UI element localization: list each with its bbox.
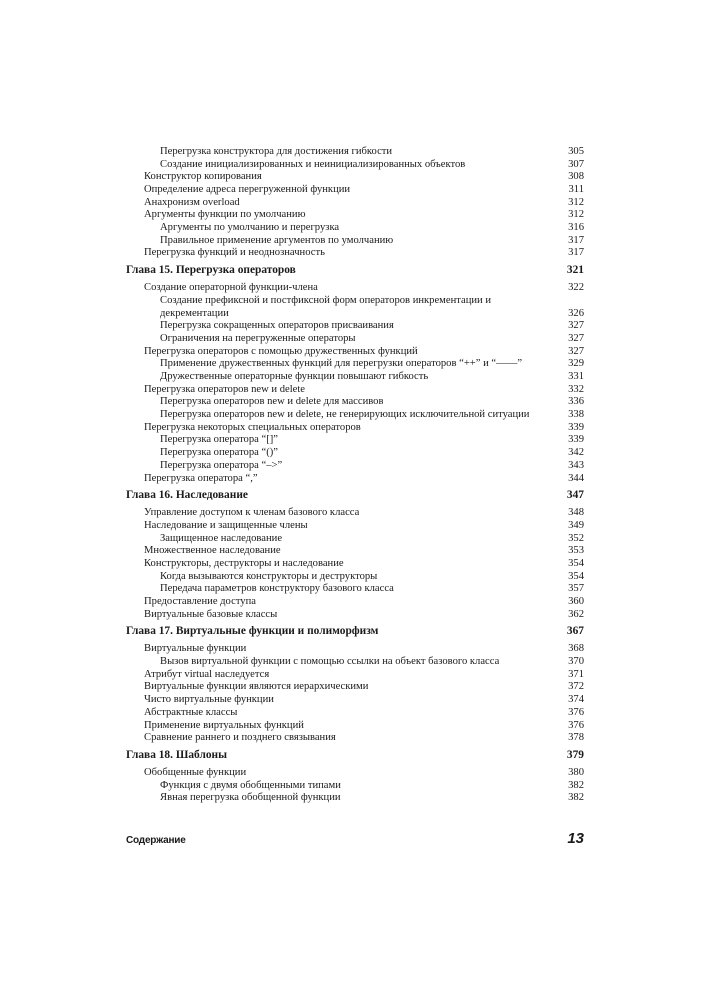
toc-entry — [126, 146, 584, 159]
toc-entry — [126, 732, 584, 745]
toc-entry — [126, 520, 584, 533]
toc-entry-page: 357 — [568, 583, 584, 595]
toc-entry-title: Перегрузка операторов new и delete для массивов — [160, 396, 384, 408]
toc-entry-page: 347 — [566, 489, 584, 502]
toc-entry-page: 339 — [568, 434, 584, 446]
toc-entry-page: 336 — [568, 396, 584, 408]
toc-entry-title: Перегрузка оператора “–>” — [160, 459, 283, 471]
toc-entry-page: 322 — [568, 282, 584, 294]
toc-entry-page: 344 — [568, 472, 584, 484]
toc-entry-page: 379 — [566, 748, 584, 761]
toc-entry-page: 380 — [568, 766, 584, 778]
toc-entry-title: Чисто виртуальные функции — [144, 694, 274, 706]
toc-entry — [126, 792, 584, 805]
toc-entry-title: Перегрузка сокращенных операторов присваивания — [160, 320, 394, 332]
toc-entry-page: 312 — [568, 209, 584, 221]
toc-entry-page: 307 — [568, 158, 584, 170]
toc-entry-page: 382 — [568, 792, 584, 804]
toc-entry-page: 343 — [568, 459, 584, 471]
toc-entry-page: 338 — [568, 409, 584, 421]
toc-entry-page: 339 — [568, 421, 584, 433]
toc-entry — [126, 197, 584, 210]
toc-entry-page: 374 — [568, 694, 584, 706]
toc-entry — [126, 434, 584, 447]
toc-chapter-heading — [126, 487, 584, 503]
toc-entry — [126, 320, 584, 333]
toc-entry-page: 372 — [568, 681, 584, 693]
toc-entry-page: 311 — [568, 184, 584, 196]
toc-entry-page: 312 — [568, 196, 584, 208]
toc-entry-title: Предоставление доступа — [144, 596, 256, 608]
toc-entry-title: Дружественные операторные функции повышают гибкость — [160, 371, 429, 383]
toc-entry-page: 362 — [568, 608, 584, 620]
toc-entry — [126, 545, 584, 558]
toc-entry — [126, 460, 584, 473]
toc-entry-title: Виртуальные базовые классы — [144, 608, 278, 620]
toc-entry-title: Абстрактные классы — [144, 706, 238, 718]
toc-entry — [126, 159, 584, 172]
toc-entry — [126, 643, 584, 656]
toc-entry-title: Правильное применение аргументов по умолчанию — [160, 234, 394, 246]
toc-entry-page: 332 — [568, 383, 584, 395]
toc-entry — [126, 171, 584, 184]
toc-chapter-heading — [126, 747, 584, 763]
toc-entry — [126, 720, 584, 733]
toc-entry-title: Применение дружественных функций для перегрузки операторов “++” и “——” — [160, 358, 523, 370]
toc-entry-title: Перегрузка некоторых специальных операторов — [144, 421, 361, 433]
toc-entry-page: 367 — [566, 625, 584, 638]
toc-entry-title: Перегрузка оператора “()” — [160, 447, 278, 459]
toc-entry-title: Множественное наследование — [144, 545, 281, 557]
toc-entry-page: 327 — [568, 320, 584, 332]
toc-entry — [126, 694, 584, 707]
toc-entry-page: 354 — [568, 570, 584, 582]
toc-entry-title: Определение адреса перегруженной функции — [144, 184, 351, 196]
toc-entry — [126, 656, 584, 669]
toc-entry-title: Виртуальные функции — [144, 643, 247, 655]
toc-entry-title: Перегрузка операторов с помощью дружественных функций — [144, 345, 418, 357]
toc-entry — [126, 409, 584, 422]
toc-entry — [126, 235, 584, 248]
table-of-contents — [126, 146, 584, 805]
toc-entry — [126, 422, 584, 435]
toc-entry — [126, 248, 584, 261]
toc-entry — [126, 767, 584, 780]
toc-entry-page: 317 — [568, 247, 584, 259]
toc-entry-title: Наследование и защищенные члены — [144, 519, 308, 531]
toc-entry-page: 360 — [568, 596, 584, 608]
toc-entry — [126, 282, 584, 295]
toc-entry-page: 376 — [568, 706, 584, 718]
toc-entry-title: Конструкторы, деструкторы и наследование — [144, 557, 344, 569]
toc-entry — [126, 609, 584, 622]
toc-entry-page: 331 — [568, 371, 584, 383]
toc-entry-title: Обобщенные функции — [144, 766, 247, 778]
toc-entry-title: Виртуальные функции являются иерархическими — [144, 681, 369, 693]
toc-entry — [126, 346, 584, 359]
toc-entry-page: 327 — [568, 345, 584, 357]
toc-entry — [126, 558, 584, 571]
toc-entry-page: 382 — [568, 779, 584, 791]
toc-entry-page: 327 — [568, 332, 584, 344]
toc-entry-page: 321 — [566, 264, 584, 277]
toc-entry-title: Аргументы по умолчанию и перегрузка — [160, 222, 340, 234]
toc-entry-title: Когда вызываются конструкторы и деструкторы — [160, 570, 378, 582]
toc-entry-title: Применение виртуальных функций — [144, 719, 304, 731]
toc-entry-title: Функция с двумя обобщенными типами — [160, 779, 341, 791]
toc-entry — [126, 780, 584, 793]
toc-entry-title: Глава 15. Перегрузка операторов — [126, 264, 296, 277]
toc-entry — [126, 396, 584, 409]
toc-entry-title: Перегрузка операторов new и delete, не генерирующих исключительной ситуации — [160, 409, 530, 421]
toc-entry — [126, 447, 584, 460]
toc-entry — [126, 583, 584, 596]
toc-entry — [126, 533, 584, 546]
toc-entry-page: 342 — [568, 447, 584, 459]
toc-entry — [126, 333, 584, 346]
toc-entry-page: 305 — [568, 145, 584, 157]
footer-page-number: 13 — [567, 830, 584, 847]
toc-entry-title: Создание инициализированных и неинициализированных объектов — [160, 158, 466, 170]
toc-entry-page: 376 — [568, 719, 584, 731]
toc-entry-title: Создание операторной функции-члена — [144, 282, 318, 294]
toc-entry — [126, 222, 584, 235]
toc-entry-title: Анахронизм overload — [144, 196, 240, 208]
toc-entry-title: Перегрузка операторов new и delete — [144, 383, 306, 395]
toc-entry-title: Перегрузка оператора “[]” — [160, 434, 278, 446]
toc-entry — [126, 596, 584, 609]
toc-entry-page: 368 — [568, 643, 584, 655]
toc-entry-title: Управление доступом к членам базового класса — [144, 507, 360, 519]
toc-entry-title: Глава 18. Шаблоны — [126, 748, 227, 761]
toc-chapter-heading — [126, 262, 584, 278]
toc-entry-title: Перегрузка функций и неоднозначность — [144, 247, 325, 259]
toc-entry-title: Явная перегрузка обобщенной функции — [160, 792, 341, 804]
toc-entry-title: Перегрузка оператора “,” — [144, 472, 258, 484]
toc-entry-page: 370 — [568, 656, 584, 668]
toc-entry-title: Ограничения на перегруженные операторы — [160, 332, 356, 344]
toc-entry-page: 353 — [568, 545, 584, 557]
toc-entry-page: 348 — [568, 507, 584, 519]
toc-entry-page: 316 — [568, 222, 584, 234]
toc-entry-page: 308 — [568, 171, 584, 183]
toc-entry-title: Конструктор копирования — [144, 171, 262, 183]
toc-entry-title: Атрибут virtual наследуется — [144, 668, 270, 680]
toc-entry — [126, 358, 584, 371]
toc-entry-title: Перегрузка конструктора для достижения гибкости — [160, 145, 393, 157]
toc-entry-title: Глава 16. Наследование — [126, 489, 248, 502]
toc-entry-title: Сравнение раннего и позднего связывания — [144, 732, 336, 744]
toc-entry-page: 349 — [568, 519, 584, 531]
toc-entry-title: Глава 17. Виртуальные функции и полиморфизм — [126, 625, 379, 638]
toc-entry-page: 352 — [568, 532, 584, 544]
toc-entry-page: 354 — [568, 557, 584, 569]
toc-entry-page: 378 — [568, 732, 584, 744]
toc-entry-title: Защищенное наследование — [160, 532, 283, 544]
toc-entry — [126, 295, 584, 320]
page-footer — [126, 830, 584, 847]
toc-entry — [126, 707, 584, 720]
toc-entry — [126, 669, 584, 682]
toc-entry-title: Вызов виртуальной функции с помощью ссылки на объект базового класса — [160, 656, 500, 668]
toc-entry — [126, 507, 584, 520]
toc-entry — [126, 384, 584, 397]
toc-entry — [126, 681, 584, 694]
toc-entry — [126, 473, 584, 486]
toc-entry-page: 371 — [568, 668, 584, 680]
toc-entry-title: Аргументы функции по умолчанию — [144, 209, 306, 221]
toc-entry — [126, 571, 584, 584]
toc-entry-page: 326 — [568, 307, 584, 319]
toc-entry-title: Создание префиксной и постфиксной форм операторов инкрементации и декрементации — [160, 294, 492, 319]
toc-entry — [126, 371, 584, 384]
footer-section-title: Содержание — [126, 835, 186, 846]
toc-entry — [126, 209, 584, 222]
toc-chapter-heading — [126, 623, 584, 639]
toc-entry — [126, 184, 584, 197]
toc-entry-page: 317 — [568, 234, 584, 246]
toc-entry-title: Передача параметров конструктору базового класса — [160, 583, 394, 595]
toc-entry-page: 329 — [568, 358, 584, 370]
